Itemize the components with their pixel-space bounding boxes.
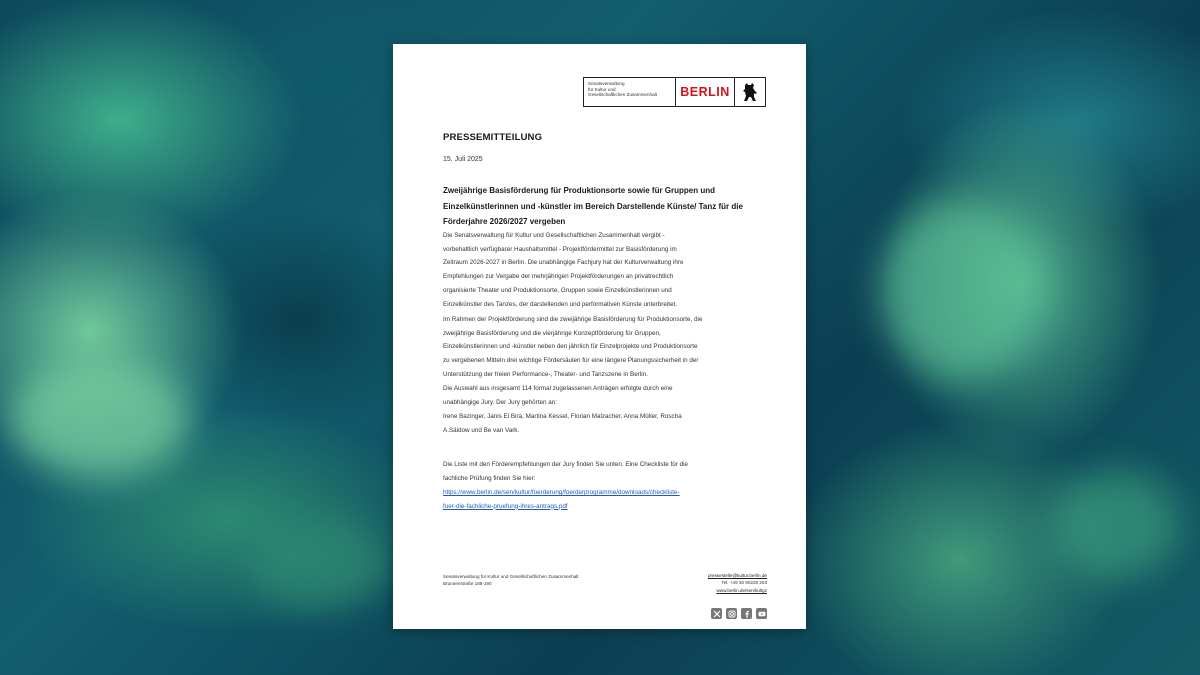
footer-email-link[interactable]: pressestelle@kultur.berlin.de (707, 573, 767, 578)
footer-org: Senatsverwaltung für Kultur und Gesellschaftlichen Zusammenhalt (443, 574, 579, 579)
senate-logo (583, 77, 766, 107)
document-date: 15. Juli 2025 (443, 156, 483, 163)
paragraph-line: zu vergebenen Mitteln drei wichtige Fördersäulen für eine längere Planungssicherheit in der (443, 357, 699, 365)
paragraph-line: unabhängige Jury. Der Jury gehörten an: (443, 398, 557, 406)
background-blot (880, 200, 1040, 380)
paragraph-line: Empfehlungen zur Vergabe der mehrjährigen Projektförderungen an privatrechtlich (443, 273, 674, 281)
logo-berlin-wordmark: BERLIN (676, 78, 735, 106)
logo-org-line: Senatsverwaltung (588, 81, 625, 86)
paragraph-line: Im Rahmen der Projektförderung sind die zweijährige Basisförderung für Produktionsorte, die (443, 316, 703, 323)
berlin-bear-icon (735, 78, 765, 106)
paragraph-intro (443, 229, 773, 311)
paragraph-line: organisierte Theater und Produktionsorte, Gruppen sowie Einzelkünstlerinnen und (443, 286, 672, 294)
paragraph-funding-pillars (443, 313, 773, 382)
instagram-icon[interactable] (726, 608, 737, 619)
footer-web-link[interactable]: www.berlin.de/sen/kultgz (716, 587, 767, 593)
checklist-link-line[interactable]: https://www.berlin.de/sen/kultur/foerderung/foerderprogramme/downloads/checkliste- (443, 489, 680, 496)
checklist-link[interactable] (443, 486, 773, 513)
logo-org-name (584, 78, 676, 106)
background-blot (250, 520, 390, 610)
paragraph-line: Die Auswahl aus insgesamt 114 formal zugelassenen Anträgen erfolgte durch eine (443, 385, 673, 392)
paragraph-line: vorbehaltlich verfügbarer Haushaltsmittel - Projektfördermittel zur Basisförderung im (443, 245, 677, 253)
paragraph-line: Die Liste mit den Förderempfehlungen der Jury finden Sie unten. Eine Checkliste für die (443, 461, 689, 468)
footer-address (443, 573, 579, 587)
paragraph-line: Unterstützung der freien Performance-, Theater- und Tanzszene in Berlin. (443, 370, 648, 378)
paragraph-line: Einzelkünstlerinnen und -künstler neben den jährlich für Einzelprojekte und Produktionsorte (443, 343, 698, 351)
social-links (711, 608, 767, 619)
paragraph-checklist (443, 458, 773, 485)
logo-org-line: Gesellschaftlichen Zusammenhalt (588, 92, 657, 98)
checklist-link-line[interactable]: fuer-die-fachliche-pruefung-ihres-antrags.pdf (443, 502, 568, 510)
document-heading: PRESSEMITTEILUNG (443, 132, 543, 143)
paragraph-line: fachliche Prüfung finden Sie hier: (443, 474, 536, 482)
paragraph-line: Zeitraum 2026-2027 in Berlin. Die unabhängige Fachjury hat der Kulturverwaltung ihre (443, 259, 684, 267)
paragraph-line: zweijährige Basisförderung und die vierjährige Konzeptförderung für Gruppen, (443, 329, 661, 337)
paragraph-jury-selection (443, 382, 773, 409)
footer-phone: Tel. +49 30 90228 203 (721, 580, 767, 586)
subject-line: Förderjahre 2026/2027 vergeben (443, 217, 566, 226)
document-subject (443, 183, 773, 230)
background-blot (1050, 470, 1180, 580)
paragraph-line: Irene Bazinger, Janis El Bira, Martina Kessel, Florian Malzacher, Anna Müller, Roscha (443, 413, 682, 420)
paragraph-line: Die Senatsverwaltung für Kultur und Gesellschaftlichen Zusammenhalt vergibt - (443, 232, 665, 239)
footer-contact (708, 572, 767, 594)
press-release-page (393, 44, 806, 629)
paragraph-line: A.Säidow und Be van Vark. (443, 426, 520, 434)
paragraph-jury-members (443, 410, 773, 437)
subject-line: Zweijährige Basisförderung für Produktionsorte sowie für Gruppen und (443, 186, 716, 195)
logo-org-line: für Kultur und (588, 86, 616, 92)
footer-street: Brunnenstraße 188-190 (443, 581, 492, 586)
subject-line: Einzelkünstlerinnen und -künstler im Bereich Darstellende Künste/ Tanz für die (443, 201, 743, 211)
youtube-icon[interactable] (756, 608, 767, 619)
background-blot (10, 360, 190, 480)
x-icon[interactable] (711, 608, 722, 619)
paragraph-line: Einzelkünstler des Tanzes, der darstellenden und performativen Künste unterbreitet. (443, 300, 678, 308)
facebook-icon[interactable] (741, 608, 752, 619)
